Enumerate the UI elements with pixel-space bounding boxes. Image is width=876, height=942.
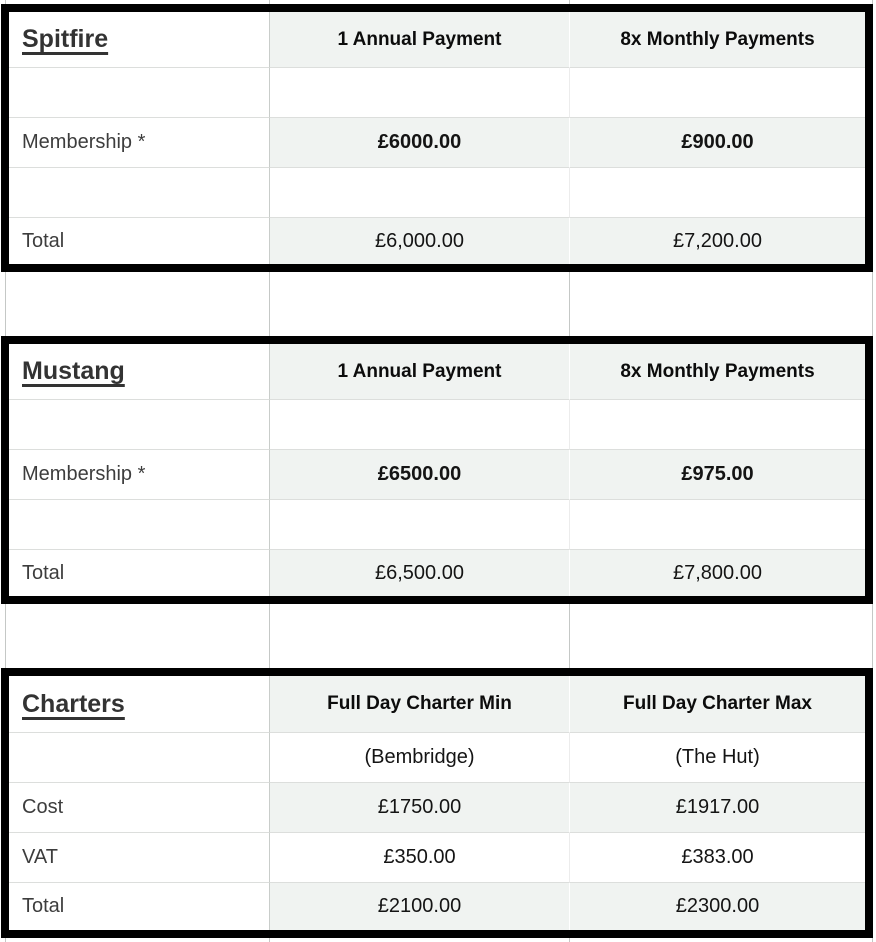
column-header: Full Day Charter Max (570, 676, 865, 733)
pricing-table-spitfire (1, 4, 873, 272)
cell-value: £1750.00 (270, 783, 570, 833)
table-title: Mustang (22, 357, 125, 385)
cell-value: £6,000.00 (270, 218, 570, 264)
cell-value: £383.00 (570, 833, 865, 883)
cell-value (270, 400, 570, 450)
cell-value: £975.00 (570, 450, 865, 500)
cell-value (270, 500, 570, 550)
column-header: Full Day Charter Min (270, 676, 570, 733)
cell-value: £2100.00 (270, 883, 570, 930)
cell-value (570, 400, 865, 450)
row-label (9, 500, 270, 550)
cell-value: £7,800.00 (570, 550, 865, 596)
cell-value: £6,500.00 (270, 550, 570, 596)
cell-value (270, 68, 570, 118)
cell-value: £350.00 (270, 833, 570, 883)
cell-value (570, 168, 865, 218)
cell-value (270, 168, 570, 218)
column-header: 8x Monthly Payments (570, 12, 865, 68)
row-label (9, 168, 270, 218)
cell-value: £7,200.00 (570, 218, 865, 264)
table-title-cell (9, 676, 270, 733)
row-label: Total (9, 550, 270, 596)
cell-value: £2300.00 (570, 883, 865, 930)
table-title: Charters (22, 689, 125, 718)
row-label: Cost (9, 783, 270, 833)
column-header: 1 Annual Payment (270, 344, 570, 400)
row-label (9, 400, 270, 450)
column-header: 8x Monthly Payments (570, 344, 865, 400)
row-label: Total (9, 883, 270, 930)
table-title: Spitfire (22, 25, 109, 53)
cell-value: £6000.00 (270, 118, 570, 168)
table-title-cell (9, 344, 270, 400)
cell-value: £1917.00 (570, 783, 865, 833)
pricing-table-mustang (1, 336, 873, 604)
row-label (9, 68, 270, 118)
cell-value: (The Hut) (570, 733, 865, 783)
row-label: Membership * (9, 450, 270, 500)
cell-value: £900.00 (570, 118, 865, 168)
cell-value (570, 500, 865, 550)
table-title-cell (9, 12, 270, 68)
cell-value (570, 68, 865, 118)
cell-value: £6500.00 (270, 450, 570, 500)
column-header: 1 Annual Payment (270, 12, 570, 68)
row-label: VAT (9, 833, 270, 883)
row-label: Membership * (9, 118, 270, 168)
row-label: Total (9, 218, 270, 264)
pricing-table-charters (1, 668, 873, 938)
row-label (9, 733, 270, 783)
cell-value: (Bembridge) (270, 733, 570, 783)
